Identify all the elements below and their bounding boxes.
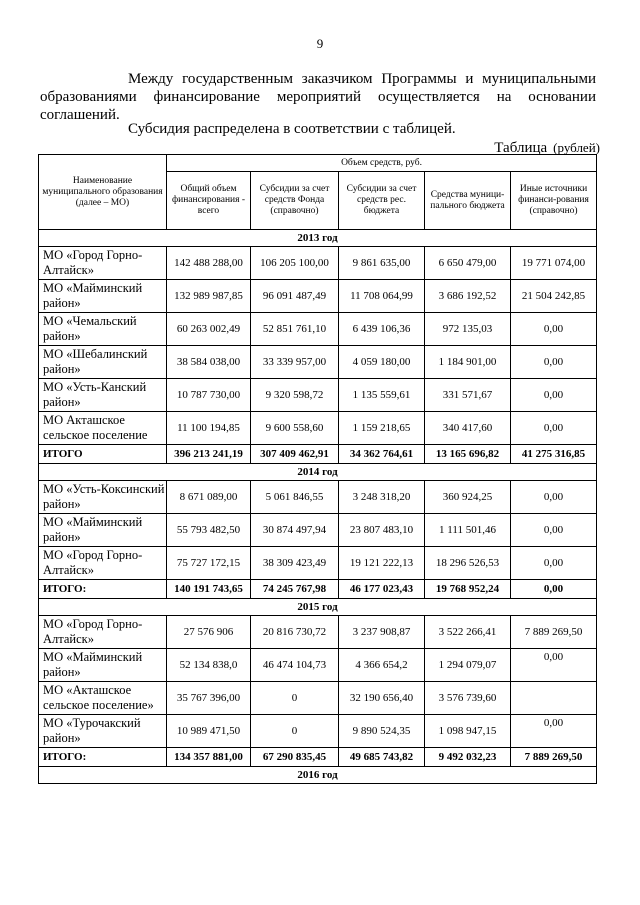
value-cell: 55 793 482,50 — [167, 514, 251, 547]
year-row — [39, 599, 597, 616]
table-row — [39, 649, 597, 682]
year-row — [39, 464, 597, 481]
value-cell: 1 184 901,00 — [425, 346, 511, 379]
table-row — [39, 616, 597, 649]
page-number: 9 — [316, 36, 324, 51]
value-cell: 11 100 194,85 — [167, 412, 251, 445]
value-cell: 6 650 479,00 — [425, 247, 511, 280]
value-cell: 0,00 — [511, 379, 597, 412]
total-value-cell: 19 768 952,24 — [425, 580, 511, 599]
value-cell: 142 488 288,00 — [167, 247, 251, 280]
total-label: ИТОГО: — [39, 580, 167, 599]
total-value-cell: 9 492 032,23 — [425, 748, 511, 767]
intro-paragraph: Между государственным заказчиком Программы и муниципальными образованиями финансирование мероприятий осуществляется на основании соглашений. — [40, 71, 596, 123]
value-cell: 38 584 038,00 — [167, 346, 251, 379]
value-cell: 9 890 524,35 — [339, 715, 425, 748]
value-cell: 4 059 180,00 — [339, 346, 425, 379]
table-row — [39, 313, 597, 346]
subsidy-table — [38, 154, 597, 784]
value-cell: 30 874 497,94 — [251, 514, 339, 547]
value-cell: 10 787 730,00 — [167, 379, 251, 412]
municipality-name: МО «Город Горно-Алтайск» — [39, 547, 167, 580]
municipality-name: МО Акташское сельское поселение — [39, 412, 167, 445]
value-cell: 0 — [251, 682, 339, 715]
value-cell: 0 — [251, 715, 339, 748]
value-cell: 0,00 — [511, 514, 597, 547]
municipality-name: МО «Турочакский район» — [39, 715, 167, 748]
year-label: 2013 год — [39, 230, 597, 247]
total-label: ИТОГО: — [39, 748, 167, 767]
table-row — [39, 412, 597, 445]
value-cell: 7 889 269,50 — [511, 616, 597, 649]
total-value-cell: 34 362 764,61 — [339, 445, 425, 464]
value-cell: 11 708 064,99 — [339, 280, 425, 313]
value-cell: 1 294 079,07 — [425, 649, 511, 682]
value-cell: 35 767 396,00 — [167, 682, 251, 715]
municipality-name: МО «Шебалинский район» — [39, 346, 167, 379]
value-cell: 0,00 — [511, 481, 597, 514]
municipality-name: МО «Майминский район» — [39, 514, 167, 547]
year-label: 2015 год — [39, 599, 597, 616]
table-row — [39, 715, 597, 748]
value-cell: 1 159 218,65 — [339, 412, 425, 445]
value-cell: 96 091 487,49 — [251, 280, 339, 313]
value-cell: 3 237 908,87 — [339, 616, 425, 649]
value-cell — [511, 682, 597, 715]
value-cell: 21 504 242,85 — [511, 280, 597, 313]
value-cell: 0,00 — [511, 346, 597, 379]
total-value-cell: 134 357 881,00 — [167, 748, 251, 767]
table-row — [39, 346, 597, 379]
value-cell: 18 296 526,53 — [425, 547, 511, 580]
value-cell: 132 989 987,85 — [167, 280, 251, 313]
header-col-municipal: Средства муници-пального бюджета — [425, 172, 511, 230]
year-row — [39, 230, 597, 247]
municipality-name: МО «Город Горно-Алтайск» — [39, 247, 167, 280]
municipality-name: МО «Майминский район» — [39, 649, 167, 682]
header-group: Объем средств, руб. — [167, 155, 597, 172]
municipality-name: МО «Город Горно-Алтайск» — [39, 616, 167, 649]
table-row — [39, 514, 597, 547]
header-col-republic: Субсидии за счет средств рес. бюджета — [339, 172, 425, 230]
value-cell: 1 111 501,46 — [425, 514, 511, 547]
table-row — [39, 379, 597, 412]
value-cell: 3 248 318,20 — [339, 481, 425, 514]
value-cell: 0,00 — [511, 547, 597, 580]
total-value-cell: 74 245 767,98 — [251, 580, 339, 599]
value-cell: 19 771 074,00 — [511, 247, 597, 280]
total-row — [39, 445, 597, 464]
value-cell: 331 571,67 — [425, 379, 511, 412]
value-cell: 0,00 — [511, 313, 597, 346]
year-row — [39, 767, 597, 784]
table-row — [39, 682, 597, 715]
total-row — [39, 580, 597, 599]
value-cell: 75 727 172,15 — [167, 547, 251, 580]
value-cell: 27 576 906 — [167, 616, 251, 649]
total-value-cell: 307 409 462,91 — [251, 445, 339, 464]
value-cell: 32 190 656,40 — [339, 682, 425, 715]
table-row — [39, 547, 597, 580]
value-cell: 20 816 730,72 — [251, 616, 339, 649]
value-cell: 8 671 089,00 — [167, 481, 251, 514]
total-value-cell: 67 290 835,45 — [251, 748, 339, 767]
value-cell: 3 576 739,60 — [425, 682, 511, 715]
municipality-name: МО «Усть-Канский район» — [39, 379, 167, 412]
value-cell: 23 807 483,10 — [339, 514, 425, 547]
value-cell: 1 135 559,61 — [339, 379, 425, 412]
header-col-fund: Субсидии за счет средств Фонда (справочно) — [251, 172, 339, 230]
value-cell: 60 263 002,49 — [167, 313, 251, 346]
table-row — [39, 247, 597, 280]
value-cell: 9 861 635,00 — [339, 247, 425, 280]
value-cell: 3 522 266,41 — [425, 616, 511, 649]
value-cell: 52 851 761,10 — [251, 313, 339, 346]
value-cell: 38 309 423,49 — [251, 547, 339, 580]
value-cell: 19 121 222,13 — [339, 547, 425, 580]
total-value-cell: 46 177 023,43 — [339, 580, 425, 599]
year-label: 2016 год — [39, 767, 597, 784]
municipality-name: МО «Чемальский район» — [39, 313, 167, 346]
municipality-name: МО «Акташское сельское поселение» — [39, 682, 167, 715]
value-cell: 106 205 100,00 — [251, 247, 339, 280]
municipality-name: МО «Майминский район» — [39, 280, 167, 313]
header-col-other: Иные источники финанси-рования (справочно) — [511, 172, 597, 230]
total-value-cell: 41 275 316,85 — [511, 445, 597, 464]
header-col-total: Общий объем финансирования - всего — [167, 172, 251, 230]
municipality-name: МО «Усть-Коксинский район» — [39, 481, 167, 514]
value-cell: 0,00 — [511, 715, 597, 748]
total-value-cell: 7 889 269,50 — [511, 748, 597, 767]
table-body — [39, 230, 597, 784]
value-cell: 6 439 106,36 — [339, 313, 425, 346]
value-cell: 972 135,03 — [425, 313, 511, 346]
total-value-cell: 0,00 — [511, 580, 597, 599]
value-cell: 340 417,60 — [425, 412, 511, 445]
value-cell: 52 134 838,0 — [167, 649, 251, 682]
header-name: Наименование муниципального образования (далее – МО) — [39, 155, 167, 230]
table-row — [39, 481, 597, 514]
total-value-cell: 396 213 241,19 — [167, 445, 251, 464]
total-value-cell: 140 191 743,65 — [167, 580, 251, 599]
table-row — [39, 280, 597, 313]
subsidy-paragraph: Субсидия распределена в соответствии с таблицей. — [128, 121, 456, 137]
value-cell: 3 686 192,52 — [425, 280, 511, 313]
total-label: ИТОГО — [39, 445, 167, 464]
value-cell: 46 474 104,73 — [251, 649, 339, 682]
total-value-cell: 13 165 696,82 — [425, 445, 511, 464]
value-cell: 5 061 846,55 — [251, 481, 339, 514]
total-value-cell: 49 685 743,82 — [339, 748, 425, 767]
value-cell: 9 320 598,72 — [251, 379, 339, 412]
total-row — [39, 748, 597, 767]
value-cell: 360 924,25 — [425, 481, 511, 514]
year-label: 2014 год — [39, 464, 597, 481]
value-cell: 4 366 654,2 — [339, 649, 425, 682]
value-cell: 1 098 947,15 — [425, 715, 511, 748]
value-cell: 9 600 558,60 — [251, 412, 339, 445]
table-caption-title: Таблица — [494, 140, 548, 156]
table-caption-unit: (рублей) — [553, 140, 600, 155]
value-cell: 0,00 — [511, 412, 597, 445]
value-cell: 10 989 471,50 — [167, 715, 251, 748]
value-cell: 33 339 957,00 — [251, 346, 339, 379]
value-cell: 0,00 — [511, 649, 597, 682]
